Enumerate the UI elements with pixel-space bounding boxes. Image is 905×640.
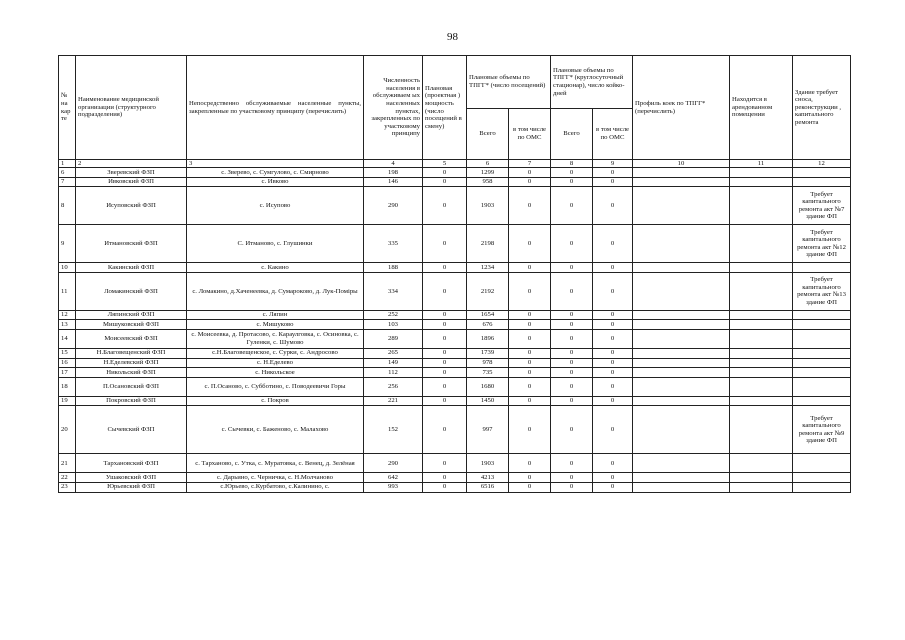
- capacity-cell: 0: [423, 168, 467, 178]
- building-status-cell: [793, 368, 851, 378]
- capacity-cell: 0: [423, 454, 467, 473]
- beds-total-cell: 0: [551, 368, 593, 378]
- beds-total-cell: 0: [551, 396, 593, 406]
- population-cell: 112: [364, 368, 423, 378]
- column-number: 2: [76, 160, 187, 168]
- header-settlements: Непосредственно обслуживаемые населенные пункты, закрепленные по участковому принципу (перечислить): [187, 56, 364, 160]
- rented-cell: [730, 187, 793, 225]
- row-number: 15: [59, 348, 76, 358]
- bed-profile-cell: [633, 396, 730, 406]
- facility-name: Юрьевский ФЗП: [76, 482, 187, 492]
- row-number: 16: [59, 358, 76, 368]
- rented-cell: [730, 406, 793, 454]
- beds-oms-cell: 0: [593, 168, 633, 178]
- bed-profile-cell: [633, 358, 730, 368]
- population-cell: 289: [364, 329, 423, 348]
- settlements-cell: с. Исупово: [187, 187, 364, 225]
- beds-oms-cell: 0: [593, 406, 633, 454]
- beds-oms-cell: 0: [593, 377, 633, 396]
- building-status-cell: [793, 482, 851, 492]
- beds-oms-cell: 0: [593, 187, 633, 225]
- bed-profile-cell: [633, 263, 730, 273]
- row-number: 23: [59, 482, 76, 492]
- population-cell: 188: [364, 263, 423, 273]
- rented-cell: [730, 177, 793, 187]
- building-status-cell: Требует капитального ремонта акт №9 здание ФП: [793, 406, 851, 454]
- settlements-cell: с. Ляпин: [187, 310, 364, 320]
- row-number: 14: [59, 329, 76, 348]
- bed-profile-cell: [633, 187, 730, 225]
- header-org-name: Наименование медицинской организации (структурного подразделения): [76, 56, 187, 160]
- facility-name: Ляпинский ФЗП: [76, 310, 187, 320]
- building-status-cell: Требует капитального ремонта акт №7 здание ФП: [793, 187, 851, 225]
- bed-profile-cell: [633, 368, 730, 378]
- bed-profile-cell: [633, 225, 730, 263]
- rented-cell: [730, 348, 793, 358]
- header-capacity: Плановая (проектная ) мощность (число посещений в смену): [423, 56, 467, 160]
- rented-cell: [730, 225, 793, 263]
- header-building: Здание требует сноса, реконструкции , капитального ремонта: [793, 56, 851, 160]
- table-row: [59, 454, 851, 473]
- beds-oms-cell: 0: [593, 348, 633, 358]
- visits-total-cell: 1739: [467, 348, 509, 358]
- visits-total-cell: 1680: [467, 377, 509, 396]
- visits-oms-cell: 0: [509, 263, 551, 273]
- bed-profile-cell: [633, 473, 730, 483]
- settlements-cell: с. Покров: [187, 396, 364, 406]
- facility-name: Н.Благовещенский ФЗП: [76, 348, 187, 358]
- visits-oms-cell: 0: [509, 348, 551, 358]
- building-status-cell: [793, 320, 851, 330]
- visits-total-cell: 1450: [467, 396, 509, 406]
- visits-total-cell: 1654: [467, 310, 509, 320]
- facility-name: Исуповский ФЗП: [76, 187, 187, 225]
- visits-oms-cell: 0: [509, 406, 551, 454]
- visits-oms-cell: 0: [509, 329, 551, 348]
- beds-oms-cell: 0: [593, 454, 633, 473]
- bed-profile-cell: [633, 348, 730, 358]
- table-row: [59, 168, 851, 178]
- capacity-cell: 0: [423, 263, 467, 273]
- visits-total-cell: 997: [467, 406, 509, 454]
- visits-oms-cell: 0: [509, 177, 551, 187]
- beds-oms-cell: 0: [593, 473, 633, 483]
- visits-oms-cell: 0: [509, 396, 551, 406]
- row-number: 9: [59, 225, 76, 263]
- capacity-cell: 0: [423, 348, 467, 358]
- column-number: 12: [793, 160, 851, 168]
- visits-total-cell: 735: [467, 368, 509, 378]
- beds-oms-cell: 0: [593, 358, 633, 368]
- visits-total-cell: 1234: [467, 263, 509, 273]
- visits-total-cell: 1896: [467, 329, 509, 348]
- visits-total-cell: 958: [467, 177, 509, 187]
- visits-total-cell: 978: [467, 358, 509, 368]
- population-cell: 149: [364, 358, 423, 368]
- row-number: 12: [59, 310, 76, 320]
- beds-total-cell: 0: [551, 272, 593, 310]
- building-status-cell: [793, 358, 851, 368]
- bed-profile-cell: [633, 310, 730, 320]
- beds-total-cell: 0: [551, 473, 593, 483]
- beds-total-cell: 0: [551, 482, 593, 492]
- beds-oms-cell: 0: [593, 396, 633, 406]
- rented-cell: [730, 482, 793, 492]
- settlements-cell: с. Сычевки, с. Баженово, с. Малахово: [187, 406, 364, 454]
- row-number: 8: [59, 187, 76, 225]
- row-number: 11: [59, 272, 76, 310]
- beds-total-cell: 0: [551, 177, 593, 187]
- settlements-cell: С. Итманово, с. Глушинки: [187, 225, 364, 263]
- bed-profile-cell: [633, 320, 730, 330]
- population-cell: 290: [364, 454, 423, 473]
- beds-total-cell: 0: [551, 454, 593, 473]
- beds-total-cell: 0: [551, 225, 593, 263]
- facilities-table: [58, 55, 851, 493]
- visits-total-cell: 6516: [467, 482, 509, 492]
- header-beds-total: Всего: [551, 109, 593, 160]
- facility-name: Ивковский ФЗП: [76, 177, 187, 187]
- visits-oms-cell: 0: [509, 482, 551, 492]
- beds-oms-cell: 0: [593, 310, 633, 320]
- header-population: Численность населения в обслуживаем ых населенных пунктах, закрепленных по участковому принципу: [364, 56, 423, 160]
- table-row: [59, 225, 851, 263]
- building-status-cell: Требует капитального ремонта акт №12 здание ФП: [793, 225, 851, 263]
- visits-oms-cell: 0: [509, 358, 551, 368]
- table-row: [59, 329, 851, 348]
- column-number: 8: [551, 160, 593, 168]
- facility-name: Никольский ФЗП: [76, 368, 187, 378]
- bed-profile-cell: [633, 454, 730, 473]
- facility-name: П.Осановский ФЗП: [76, 377, 187, 396]
- beds-total-cell: 0: [551, 348, 593, 358]
- page-number: 98: [447, 31, 458, 43]
- settlements-cell: с. Тарханово, с. Утка, с. Муратовка, с. Венец, д. Зелёная: [187, 454, 364, 473]
- column-number: 9: [593, 160, 633, 168]
- bed-profile-cell: [633, 272, 730, 310]
- building-status-cell: Требует капитального ремонта акт №13 здание ФП: [793, 272, 851, 310]
- rented-cell: [730, 368, 793, 378]
- row-number: 19: [59, 396, 76, 406]
- column-number: 10: [633, 160, 730, 168]
- visits-total-cell: 1903: [467, 187, 509, 225]
- rented-cell: [730, 358, 793, 368]
- settlements-cell: с. П.Осаново, с. Субботино, с. Поводеевичи Горы: [187, 377, 364, 396]
- population-cell: 252: [364, 310, 423, 320]
- facility-name: Ушаковский ФЗП: [76, 473, 187, 483]
- beds-total-cell: 0: [551, 168, 593, 178]
- visits-oms-cell: 0: [509, 225, 551, 263]
- column-number: 4: [364, 160, 423, 168]
- table-row: [59, 482, 851, 492]
- building-status-cell: [793, 310, 851, 320]
- visits-oms-cell: 0: [509, 310, 551, 320]
- rented-cell: [730, 272, 793, 310]
- building-status-cell: [793, 263, 851, 273]
- rented-cell: [730, 320, 793, 330]
- facility-name: Ломакинский ФЗП: [76, 272, 187, 310]
- visits-total-cell: 2198: [467, 225, 509, 263]
- facility-name: Н.Еделевский ФЗП: [76, 358, 187, 368]
- visits-oms-cell: 0: [509, 272, 551, 310]
- settlements-cell: с. Зверево, с. Сумгулово, с. Смирново: [187, 168, 364, 178]
- capacity-cell: 0: [423, 396, 467, 406]
- table-row: [59, 320, 851, 330]
- beds-total-cell: 0: [551, 358, 593, 368]
- population-cell: 265: [364, 348, 423, 358]
- beds-oms-cell: 0: [593, 482, 633, 492]
- population-cell: 334: [364, 272, 423, 310]
- bed-profile-cell: [633, 377, 730, 396]
- building-status-cell: [793, 377, 851, 396]
- facility-name: Мишуковский ФЗП: [76, 320, 187, 330]
- table-body: [59, 168, 851, 493]
- capacity-cell: 0: [423, 377, 467, 396]
- visits-oms-cell: 0: [509, 377, 551, 396]
- bed-profile-cell: [633, 329, 730, 348]
- visits-total-cell: 1903: [467, 454, 509, 473]
- capacity-cell: 0: [423, 225, 467, 263]
- facility-name: Тархановский ФЗП: [76, 454, 187, 473]
- table-row: [59, 396, 851, 406]
- building-status-cell: [793, 473, 851, 483]
- table-row: [59, 187, 851, 225]
- population-cell: 152: [364, 406, 423, 454]
- bed-profile-cell: [633, 168, 730, 178]
- row-number: 7: [59, 177, 76, 187]
- header-beds-oms: в том числе по ОМС: [593, 109, 633, 160]
- table-row: [59, 406, 851, 454]
- building-status-cell: [793, 454, 851, 473]
- header-visits-total: Всего: [467, 109, 509, 160]
- beds-oms-cell: 0: [593, 368, 633, 378]
- visits-total-cell: 1299: [467, 168, 509, 178]
- rented-cell: [730, 329, 793, 348]
- building-status-cell: [793, 329, 851, 348]
- table-row: [59, 377, 851, 396]
- header-rented: Находится в арендованном помещении: [730, 56, 793, 160]
- population-cell: 642: [364, 473, 423, 483]
- header-tpgg-visits: Плановые объемы по ТПГГ* (число посещений): [467, 56, 551, 109]
- population-cell: 290: [364, 187, 423, 225]
- facility-name: Итмановский ФЗП: [76, 225, 187, 263]
- settlements-cell: с. Моисеевка, д. Протасово, с. Караулговка, с. Осиновка, с. Гуленки, с. Шумово: [187, 329, 364, 348]
- row-number: 10: [59, 263, 76, 273]
- column-number: 7: [509, 160, 551, 168]
- beds-oms-cell: 0: [593, 320, 633, 330]
- population-cell: 146: [364, 177, 423, 187]
- beds-total-cell: 0: [551, 187, 593, 225]
- settlements-cell: с. Дарьино, с. Черничка, с. Н.Молчаново: [187, 473, 364, 483]
- visits-oms-cell: 0: [509, 320, 551, 330]
- rented-cell: [730, 377, 793, 396]
- row-number: 22: [59, 473, 76, 483]
- beds-total-cell: 0: [551, 406, 593, 454]
- column-number: 1: [59, 160, 76, 168]
- building-status-cell: [793, 348, 851, 358]
- visits-oms-cell: 0: [509, 473, 551, 483]
- population-cell: 993: [364, 482, 423, 492]
- row-number: 17: [59, 368, 76, 378]
- visits-oms-cell: 0: [509, 168, 551, 178]
- rented-cell: [730, 310, 793, 320]
- building-status-cell: [793, 168, 851, 178]
- population-cell: 221: [364, 396, 423, 406]
- table-row: [59, 358, 851, 368]
- row-number: 20: [59, 406, 76, 454]
- capacity-cell: 0: [423, 473, 467, 483]
- population-cell: 335: [364, 225, 423, 263]
- table-row: [59, 272, 851, 310]
- population-cell: 198: [364, 168, 423, 178]
- header-tpgg-beds: Плановые объемы по ТПГГ* (круглосуточный стационар), число койко-дней: [551, 56, 633, 109]
- bed-profile-cell: [633, 482, 730, 492]
- row-number: 6: [59, 168, 76, 178]
- visits-total-cell: 676: [467, 320, 509, 330]
- facility-name: Какинский ФЗП: [76, 263, 187, 273]
- table-row: [59, 348, 851, 358]
- visits-total-cell: 2192: [467, 272, 509, 310]
- column-number: 11: [730, 160, 793, 168]
- beds-total-cell: 0: [551, 310, 593, 320]
- table-row: [59, 368, 851, 378]
- header-no: № на кар те: [59, 56, 76, 160]
- capacity-cell: 0: [423, 320, 467, 330]
- capacity-cell: 0: [423, 482, 467, 492]
- capacity-cell: 0: [423, 272, 467, 310]
- row-number: 13: [59, 320, 76, 330]
- facility-name: Покровский ФЗП: [76, 396, 187, 406]
- population-cell: 103: [364, 320, 423, 330]
- capacity-cell: 0: [423, 187, 467, 225]
- table-row: [59, 177, 851, 187]
- facility-name: Зверевский ФЗП: [76, 168, 187, 178]
- visits-total-cell: 4213: [467, 473, 509, 483]
- rented-cell: [730, 263, 793, 273]
- beds-total-cell: 0: [551, 320, 593, 330]
- beds-total-cell: 0: [551, 263, 593, 273]
- table-row: [59, 310, 851, 320]
- population-cell: 256: [364, 377, 423, 396]
- building-status-cell: [793, 177, 851, 187]
- row-number: 18: [59, 377, 76, 396]
- settlements-cell: с. Какино: [187, 263, 364, 273]
- beds-total-cell: 0: [551, 329, 593, 348]
- beds-oms-cell: 0: [593, 272, 633, 310]
- settlements-cell: с. Никольское: [187, 368, 364, 378]
- beds-total-cell: 0: [551, 377, 593, 396]
- settlements-cell: с. Ломакино, д.Хаченеевка, д. Сумароково, д. Лук-Поміры: [187, 272, 364, 310]
- header-bed-profile: Профиль коек по ТПГГ* (перечислить): [633, 56, 730, 160]
- rented-cell: [730, 168, 793, 178]
- visits-oms-cell: 0: [509, 454, 551, 473]
- row-number: 21: [59, 454, 76, 473]
- capacity-cell: 0: [423, 358, 467, 368]
- bed-profile-cell: [633, 177, 730, 187]
- settlements-cell: с.Н.Благовещенское, с. Сурки, с. Андросово: [187, 348, 364, 358]
- settlements-cell: с. Ивково: [187, 177, 364, 187]
- capacity-cell: 0: [423, 406, 467, 454]
- beds-oms-cell: 0: [593, 225, 633, 263]
- settlements-cell: с. Мишуково: [187, 320, 364, 330]
- table-row: [59, 473, 851, 483]
- rented-cell: [730, 396, 793, 406]
- column-number: 3: [187, 160, 364, 168]
- column-number: 5: [423, 160, 467, 168]
- building-status-cell: [793, 396, 851, 406]
- beds-oms-cell: 0: [593, 329, 633, 348]
- beds-oms-cell: 0: [593, 177, 633, 187]
- facility-name: Моисеевский ФЗП: [76, 329, 187, 348]
- settlements-cell: с.Юрьево, с.Курбатово, с.Калинино, с.: [187, 482, 364, 492]
- rented-cell: [730, 454, 793, 473]
- visits-oms-cell: 0: [509, 368, 551, 378]
- settlements-cell: с. Н.Еделево: [187, 358, 364, 368]
- facility-name: Сычевский ФЗП: [76, 406, 187, 454]
- capacity-cell: 0: [423, 310, 467, 320]
- column-number-row: [59, 160, 851, 168]
- bed-profile-cell: [633, 406, 730, 454]
- header-visits-oms: в том числе по ОМС: [509, 109, 551, 160]
- visits-oms-cell: 0: [509, 187, 551, 225]
- capacity-cell: 0: [423, 368, 467, 378]
- capacity-cell: 0: [423, 329, 467, 348]
- column-number: 6: [467, 160, 509, 168]
- beds-oms-cell: 0: [593, 263, 633, 273]
- capacity-cell: 0: [423, 177, 467, 187]
- rented-cell: [730, 473, 793, 483]
- table-row: [59, 263, 851, 273]
